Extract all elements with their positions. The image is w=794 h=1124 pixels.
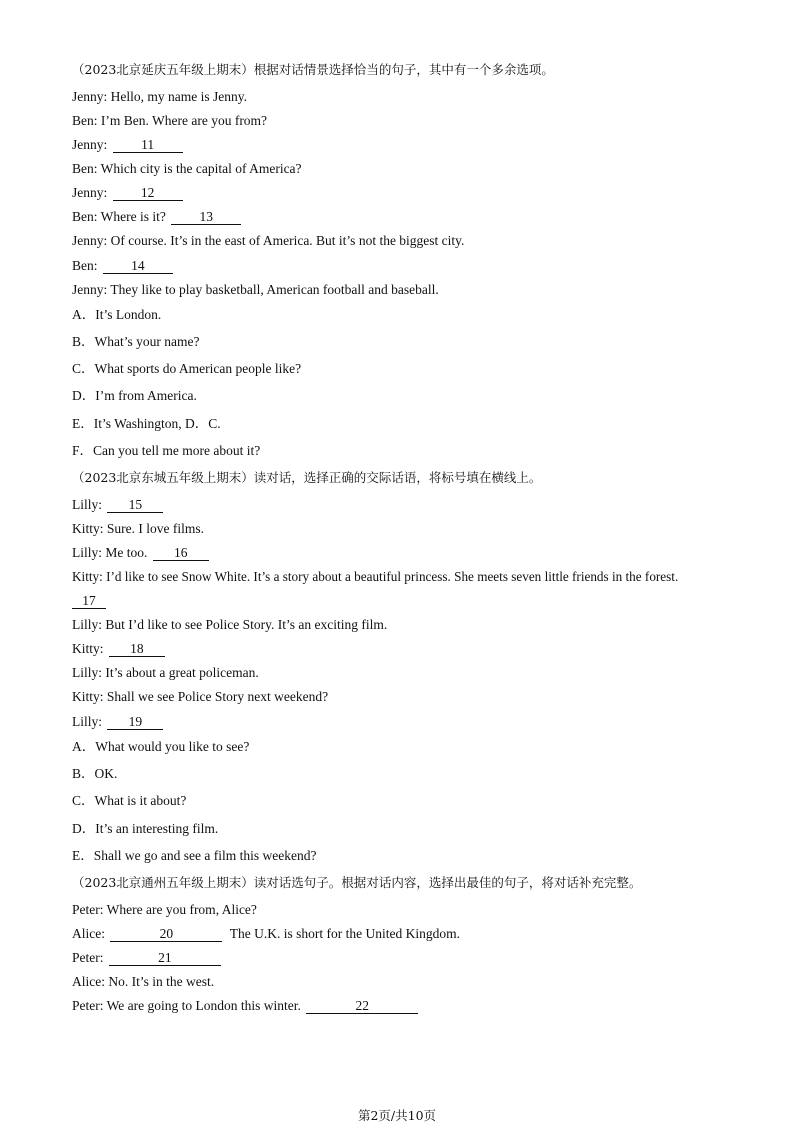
answer-blank-21[interactable]: 21 xyxy=(109,951,221,966)
speaker-label: Peter: xyxy=(72,950,104,965)
option-item: E．It’s Washington, D．C. xyxy=(72,416,221,431)
section-2-header: （2023北京东城五年级上期末）读对话，选择正确的交际话语，将标号填在横线上。 xyxy=(72,470,542,485)
answer-blank-14[interactable]: 14 xyxy=(103,259,173,274)
speaker-label: Kitty: xyxy=(72,641,104,656)
option-item: C．What is it about? xyxy=(72,793,187,808)
speaker-label: Alice: xyxy=(72,926,105,941)
dialogue-line: Kitty: Shall we see Police Story next weekend? xyxy=(72,689,329,704)
dialogue-line xyxy=(72,497,163,513)
dialogue-line xyxy=(72,185,183,201)
dialogue-line: Lilly: But I’d like to see Police Story. It’s an exciting film. xyxy=(72,617,388,632)
option-item: B．OK. xyxy=(72,766,118,781)
option-item: B．What’s your name? xyxy=(72,334,200,349)
page-number: 第2页/共10页 xyxy=(357,1108,437,1123)
option-item: D．I’m from America. xyxy=(72,388,197,403)
option-item: F．Can you tell me more about it? xyxy=(72,443,261,458)
line-text: Lilly: Me too. xyxy=(72,545,148,560)
dialogue-line xyxy=(72,998,418,1014)
line-text: Peter: We are going to London this winter. xyxy=(72,998,301,1013)
option-item: D．It’s an interesting film. xyxy=(72,821,219,836)
option-item: E．Shall we go and see a film this weekend? xyxy=(72,848,317,863)
speaker-label: Jenny: xyxy=(72,185,108,200)
speaker-label: Ben: xyxy=(72,258,98,273)
dialogue-line xyxy=(72,714,163,730)
dialogue-line: Ben: I’m Ben. Where are you from? xyxy=(72,113,268,128)
answer-blank-18[interactable]: 18 xyxy=(109,642,165,657)
dialogue-line xyxy=(72,137,183,153)
dialogue-line: Alice: No. It’s in the west. xyxy=(72,974,215,989)
line-text: Ben: Where is it? xyxy=(72,209,166,224)
speaker-label: Lilly: xyxy=(72,714,102,729)
answer-blank-20[interactable]: 20 xyxy=(110,927,222,942)
dialogue-line: Kitty: Sure. I love films. xyxy=(72,521,204,536)
dialogue-line xyxy=(72,258,173,274)
dialogue-line xyxy=(72,926,460,942)
dialogue-line xyxy=(72,593,106,609)
option-item: A．What would you like to see? xyxy=(72,739,250,754)
speaker-label: Jenny: xyxy=(72,137,108,152)
dialogue-line xyxy=(72,545,209,561)
section-1-header: （2023北京延庆五年级上期末）根据对话情景选择恰当的句子，其中有一个多余选项。 xyxy=(72,62,554,77)
answer-blank-17[interactable]: 17 xyxy=(72,594,106,609)
dialogue-line: Jenny: Hello, my name is Jenny. xyxy=(72,89,247,104)
dialogue-line: Ben: Which city is the capital of America? xyxy=(72,161,302,176)
option-item: C．What sports do American people like? xyxy=(72,361,302,376)
dialogue-line: Jenny: Of course. It’s in the east of America. But it’s not the biggest city. xyxy=(72,233,465,248)
dialogue-line xyxy=(72,641,165,657)
answer-blank-11[interactable]: 11 xyxy=(113,138,183,153)
answer-blank-12[interactable]: 12 xyxy=(113,186,183,201)
dialogue-line xyxy=(72,209,241,225)
answer-blank-15[interactable]: 15 xyxy=(107,498,163,513)
line-text: The U.K. is short for the United Kingdom. xyxy=(229,926,460,941)
dialogue-line: Jenny: They like to play basketball, American football and baseball. xyxy=(72,282,439,297)
speaker-label: Lilly: xyxy=(72,497,102,512)
dialogue-line: Peter: Where are you from, Alice? xyxy=(72,902,257,917)
answer-blank-16[interactable]: 16 xyxy=(153,546,209,561)
dialogue-line xyxy=(72,950,221,966)
answer-blank-19[interactable]: 19 xyxy=(107,715,163,730)
answer-blank-22[interactable]: 22 xyxy=(306,999,418,1014)
section-3-header: （2023北京通州五年级上期末）读对话选句子。根据对话内容，选择出最佳的句子，将对话补充完整。 xyxy=(72,875,642,890)
dialogue-line: Lilly: It’s about a great policeman. xyxy=(72,665,259,680)
dialogue-line: Kitty: I’d like to see Snow White. It’s a story about a beautiful princess. She meets seven little friends in the forest. xyxy=(72,569,679,584)
option-item: A．It’s London. xyxy=(72,307,162,322)
answer-blank-13[interactable]: 13 xyxy=(171,210,241,225)
